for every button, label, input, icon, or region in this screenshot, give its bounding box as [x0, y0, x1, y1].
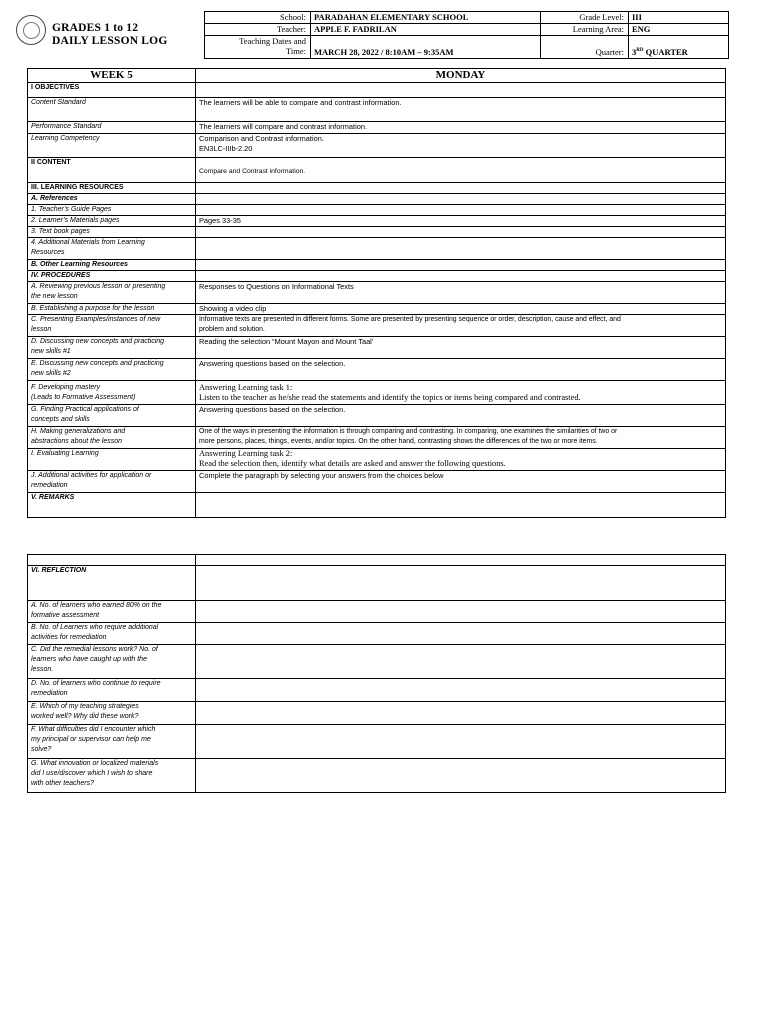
other-resources-heading: B. Other Learning Resources	[28, 260, 196, 271]
teacher-value: APPLE F. FADRILAN	[311, 24, 541, 36]
day-header: MONDAY	[196, 69, 726, 83]
grade-level-label: Grade Level:	[541, 12, 629, 24]
procedure-e-value: Answering questions based on the selection.	[196, 359, 726, 381]
school-value: PARADAHAN ELEMENTARY SCHOOL	[311, 12, 541, 24]
procedures-heading: IV. PROCEDURES	[28, 271, 196, 282]
references-heading: A. References	[28, 194, 196, 205]
grade-level-value: III	[629, 12, 729, 24]
teachers-guide-label: 1. Teacher’s Guide Pages	[28, 205, 196, 216]
learning-area-label: Learning Area:	[541, 24, 629, 36]
title-line-2: DAILY LESSON LOG	[52, 35, 168, 47]
procedure-j-value: Complete the paragraph by selecting your answers from the choices below	[196, 471, 726, 493]
procedure-c-label: C. Presenting Examples/instances of new lesson	[28, 315, 196, 337]
school-label: School:	[205, 12, 311, 24]
reflection-e-label: E. Which of my teaching strategies worked well? Why did these work?	[28, 702, 196, 725]
content-standard-value: The learners will be able to compare and contrast information.	[196, 98, 726, 122]
procedure-g-label: G. Finding Practical applications of concepts and skills	[28, 405, 196, 427]
reflection-b-label: B. No. of Learners who require additional activities for remediation	[28, 623, 196, 645]
content-heading: II CONTENT	[28, 158, 196, 183]
textbook-pages-label: 3. Text book pages	[28, 227, 196, 238]
procedure-e-label: E. Discussing new concepts and practicing new skills #2	[28, 359, 196, 381]
deped-seal-logo	[16, 15, 46, 45]
procedure-j-label: J. Additional activities for application or remediation	[28, 471, 196, 493]
teacher-label: Teacher:	[205, 24, 311, 36]
procedure-f-label: F. Developing mastery (Leads to Formative Assessment)	[28, 381, 196, 405]
remarks-heading: V. REMARKS	[28, 493, 196, 518]
learners-materials-label: 2. Learner’s Materials pages	[28, 216, 196, 227]
lesson-log-table	[27, 68, 726, 518]
procedure-g-value: Answering questions based on the selection.	[196, 405, 726, 427]
procedure-i-label: I. Evaluating Learning	[28, 449, 196, 471]
header-info-table	[204, 11, 729, 59]
title-line-1: GRADES 1 to 12	[52, 22, 139, 34]
procedure-b-value: Showing a video clip	[196, 304, 726, 315]
objectives-heading: I OBJECTIVES	[28, 83, 196, 98]
procedure-d-value: Reading the selection “Mount Mayon and Mount Taal’	[196, 337, 726, 359]
procedure-i-value: Answering Learning task 2: Read the selection then, identify what details are asked and answer the following questions.	[196, 449, 726, 471]
learners-materials-value: Pages 33-35	[196, 216, 726, 227]
reflection-heading: VI. REFLECTION	[28, 566, 196, 601]
procedure-a-value: Responses to Questions on Informational Texts	[196, 282, 726, 304]
performance-standard-value: The learners will compare and contrast information.	[196, 122, 726, 134]
teaching-dates-label: Teaching Dates and Time:	[205, 36, 311, 59]
procedure-h-value: One of the ways in presenting the information is through comparing and contrasting. In comparing, one examines the similarities of two or more persons, places, things, events, and/or topics. On the other hand, contrasting shows the differences of the two or more items.	[196, 427, 726, 449]
procedure-c-value: Informative texts are presented in different forms. Some are presented by presenting sequence or order, description, cause and effect, and problem and solution.	[196, 315, 726, 337]
additional-materials-label: 4. Additional Materials from Learning Resources	[28, 238, 196, 260]
procedure-b-label: B. Establishing a purpose for the lesson	[28, 304, 196, 315]
teaching-dates-value: MARCH 28, 2022 / 8:10AM – 9:35AM	[311, 36, 541, 59]
reflection-g-label: G. What innovation or localized materials did I use/discover which I wish to share with other teachers?	[28, 759, 196, 793]
quarter-value: 3RD QUARTER	[629, 36, 729, 59]
learning-resources-heading: III. LEARNING RESOURCES	[28, 183, 196, 194]
content-value: Compare and Contrast information.	[196, 158, 726, 183]
learning-competency-value: Comparison and Contrast information. EN3LC-IIIb-2.20	[196, 134, 726, 158]
procedure-h-label: H. Making generalizations and abstractions about the lesson	[28, 427, 196, 449]
learning-area-value: ENG	[629, 24, 729, 36]
reflection-d-label: D. No. of learners who continue to require remediation	[28, 679, 196, 702]
content-standard-label: Content Standard	[28, 98, 196, 122]
reflection-f-label: F. What difficulties did I encounter which my principal or supervisor can help me solve?	[28, 725, 196, 759]
reflection-c-label: C. Did the remedial lessons work? No. of learners who have caught up with the lesson.	[28, 645, 196, 679]
learning-competency-label: Learning Competency	[28, 134, 196, 158]
reflection-a-label: A. No. of learners who earned 80% on the formative assessment	[28, 601, 196, 623]
week-header: WEEK 5	[28, 69, 196, 83]
procedure-f-value: Answering Learning task 1: Listen to the teacher as he/she read the statements and identify the topics or items being compared and contrasted.	[196, 381, 726, 405]
procedure-d-label: D. Discussing new concepts and practicing new skills #1	[28, 337, 196, 359]
reflection-table	[27, 554, 726, 793]
quarter-label: Quarter:	[541, 36, 629, 59]
performance-standard-label: Performance Standard	[28, 122, 196, 134]
procedure-a-label: A. Reviewing previous lesson or presenting the new lesson	[28, 282, 196, 304]
